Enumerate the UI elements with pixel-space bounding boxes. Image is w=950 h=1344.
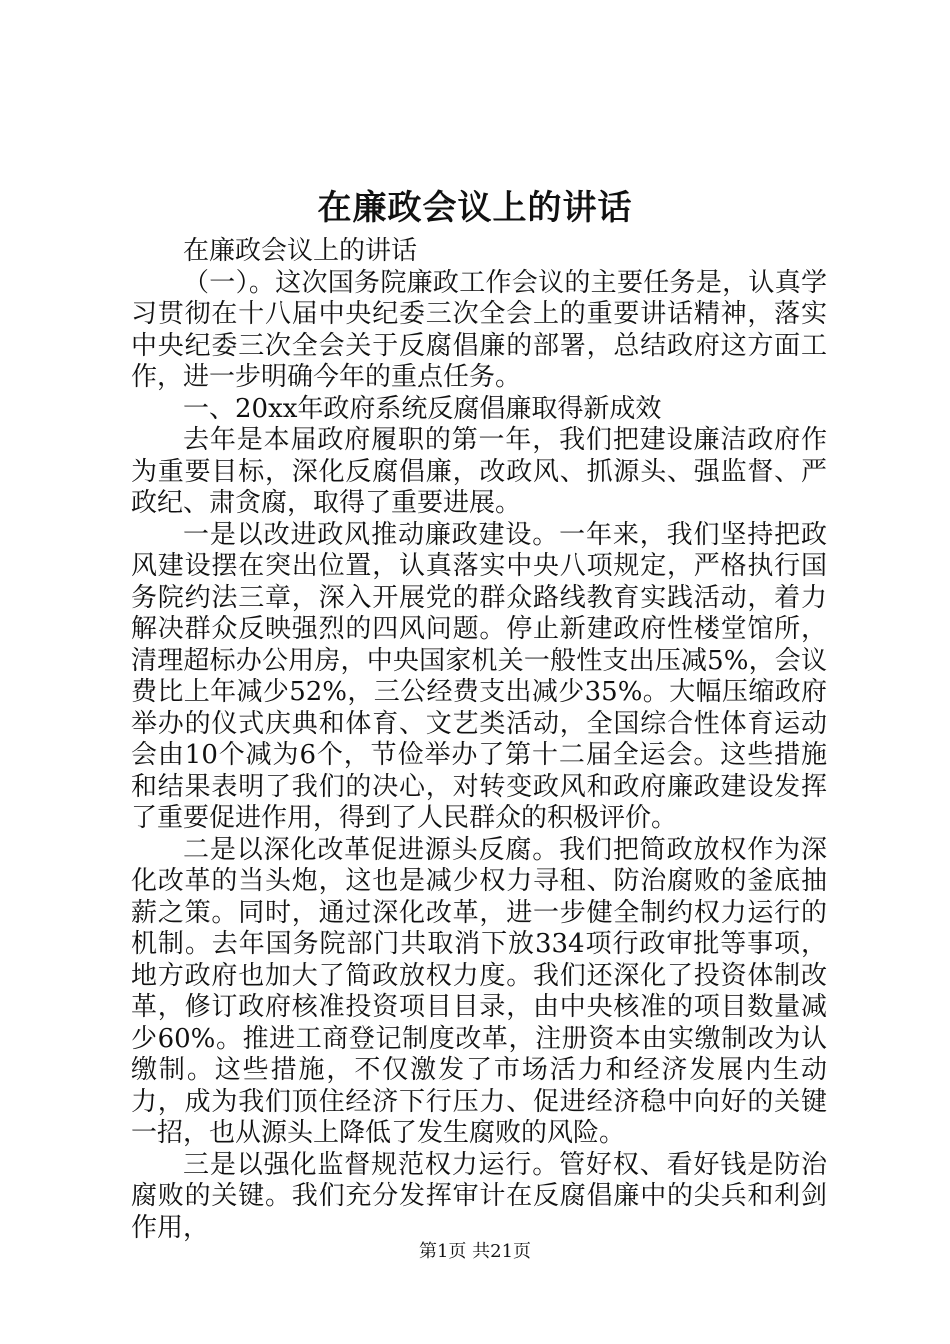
document-body	[131, 236, 827, 1244]
page-footer: 第1页 共21页	[418, 1241, 532, 1262]
paragraph: 去年是本届政府履职的第一年，我们把建设廉洁政府作为重要目标，深化反腐倡廉，改政风、抓源头、强监督、严政纪、肃贪腐，取得了重要进展。	[131, 425, 827, 518]
paragraph: （一）。这次国务院廉政工作会议的主要任务是，认真学习贯彻在十八届中央纪委三次全会上的重要讲话精神，落实中央纪委三次全会关于反腐倡廉的部署，总结政府这方面工作，进一步明确今年的重点任务。	[131, 267, 827, 392]
paragraph: 在廉政会议上的讲话	[183, 236, 418, 266]
document-title: 在廉政会议上的讲话	[317, 188, 633, 228]
paragraph: 一是以改进政风推动廉政建设。一年来，我们坚持把政风建设摆在突出位置，认真落实中央八项规定，严格执行国务院约法三章，深入开展党的群众路线教育实践活动，着力解决群众反映强烈的四风问题。停止新建政府性楼堂馆所，清理超标办公用房，中央国家机关一般性支出压减5%，会议费比上年减少52%，三公经费支出减少35%。大幅压缩政府举办的仪式庆典和体育、文艺类活动，全国综合性体育运动会由10个减为6个，节俭举办了第十二届全运会。这些措施和结果表明了我们的决心，对转变政风和政府廉政建设发挥了重要促进作用，得到了人民群众的积极评价。	[131, 519, 827, 833]
section-heading: 一、20xx年政府系统反腐倡廉取得新成效	[183, 393, 662, 424]
paragraph: 二是以深化改革促进源头反腐。我们把简政放权作为深化改革的当头炮，这也是减少权力寻租、防治腐败的釜底抽薪之策。同时，通过深化改革，进一步健全制约权力运行的机制。去年国务院部门共取消下放334项行政审批等事项，地方政府也加大了简政放权力度。我们还深化了投资体制改革，修订政府核准投资项目目录，由中央核准的项目数量减少60%。推进工商登记制度改革，注册资本由实缴制改为认缴制。这些措施，不仅激发了市场活力和经济发展内生动力，成为我们顶住经济下行压力、促进经济稳中向好的关键一招，也从源头上降低了发生腐败的风险。	[131, 834, 827, 1148]
paragraph: 三是以强化监督规范权力运行。管好权、看好钱是防治腐败的关键。我们充分发挥审计在反腐倡廉中的尖兵和利剑作用，	[131, 1149, 827, 1243]
